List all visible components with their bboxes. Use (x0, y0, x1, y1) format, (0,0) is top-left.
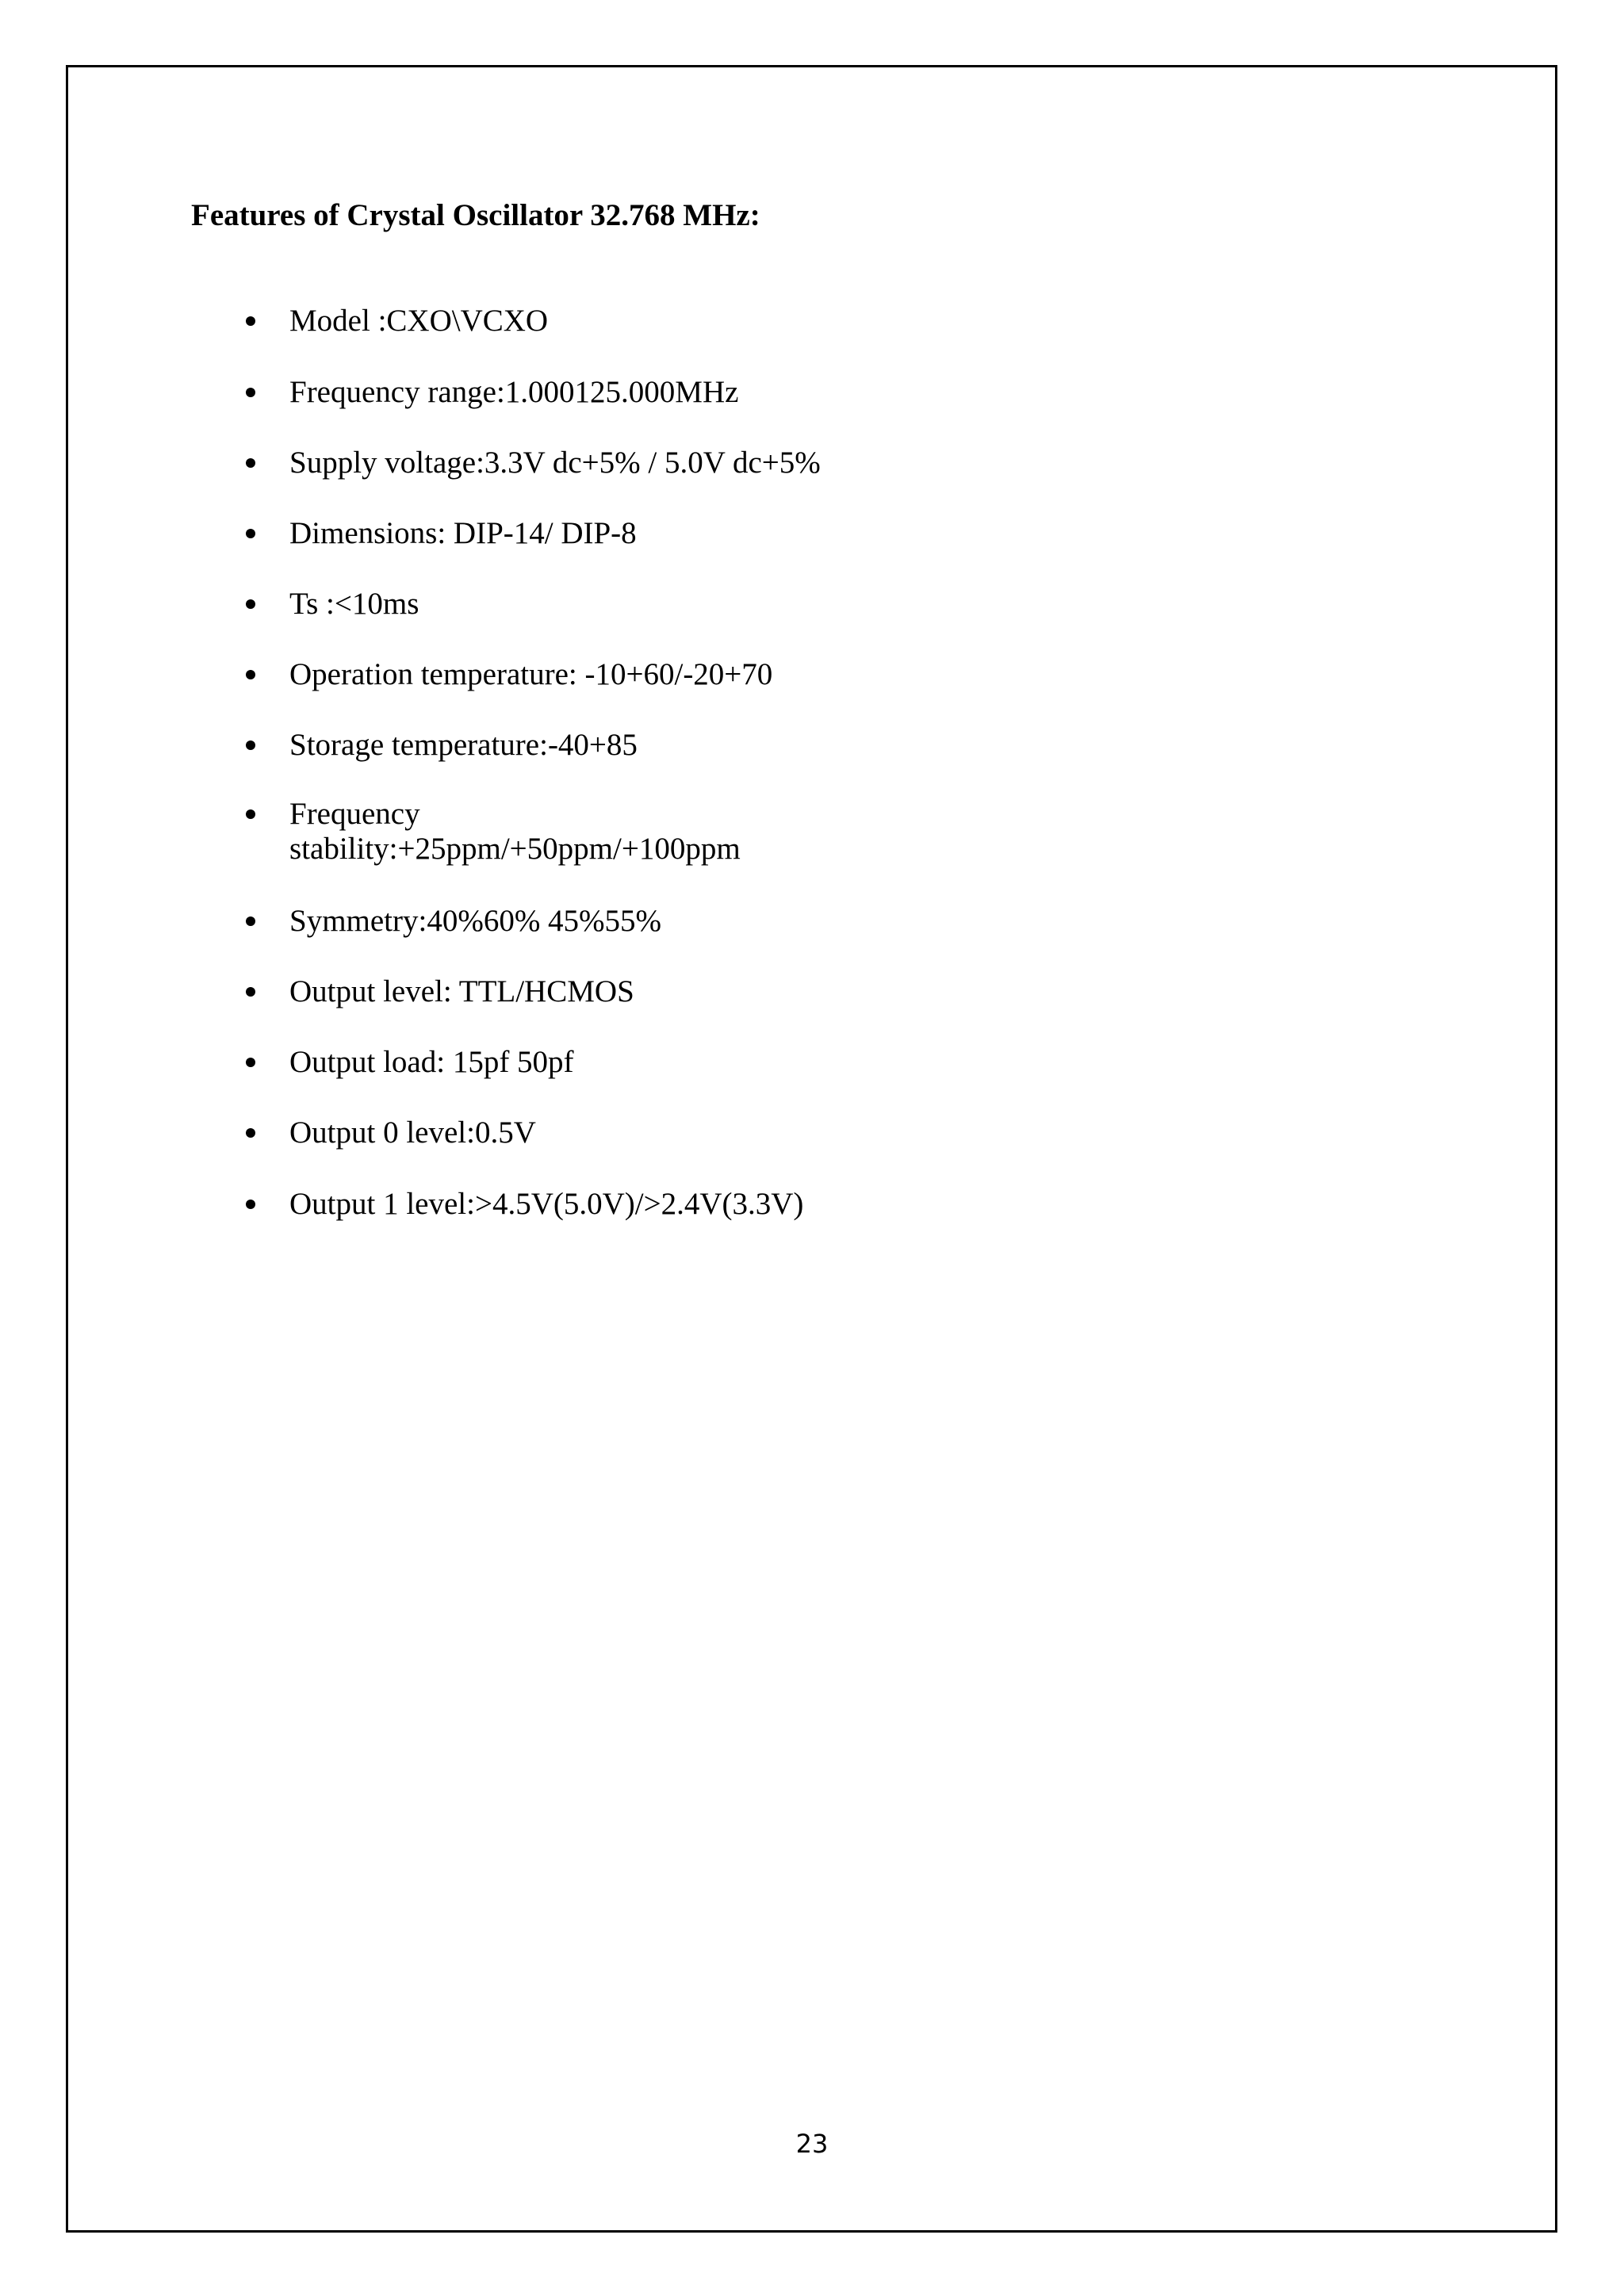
bullet-icon (246, 458, 255, 468)
feature-text: Symmetry:40%60% 45%55% (289, 904, 662, 938)
feature-text: Storage temperature:-40+85 (289, 728, 638, 762)
bullet-icon (246, 1128, 255, 1138)
bullet-icon (246, 316, 255, 326)
feature-text: Output 0 level:0.5V (289, 1115, 536, 1150)
bullet-icon (246, 740, 255, 750)
bullet-icon (246, 1058, 255, 1067)
bullet-icon (246, 599, 255, 609)
feature-text: Output load: 15pf 50pf (289, 1045, 574, 1079)
bullet-icon (246, 1200, 255, 1209)
feature-text: Ts :<10ms (289, 587, 419, 621)
page-heading: Features of Crystal Oscillator 32.768 MHz: (191, 198, 760, 232)
feature-text: Frequency range:1.000125.000MHz (289, 375, 739, 409)
feature-text: Supply voltage:3.3V dc+5% / 5.0V dc+5% (289, 446, 821, 480)
bullet-icon (246, 916, 255, 926)
bullet-icon (246, 388, 255, 397)
feature-text: Output level: TTL/HCMOS (289, 974, 634, 1008)
bullet-icon (246, 809, 255, 819)
page-number: 23 (795, 2129, 829, 2159)
feature-text: Output 1 level:>4.5V(5.0V)/>2.4V(3.3V) (289, 1187, 804, 1221)
bullet-icon (246, 987, 255, 997)
bullet-icon (246, 529, 255, 538)
bullet-icon (246, 670, 255, 679)
feature-text: Dimensions: DIP-14/ DIP-8 (289, 516, 637, 550)
feature-text: Operation temperature: -10+60/-20+70 (289, 657, 773, 691)
feature-text-continued: stability:+25ppm/+50ppm/+100ppm (289, 832, 741, 866)
feature-text: Frequency (289, 797, 420, 831)
feature-text: Model :CXO\VCXO (289, 304, 549, 338)
